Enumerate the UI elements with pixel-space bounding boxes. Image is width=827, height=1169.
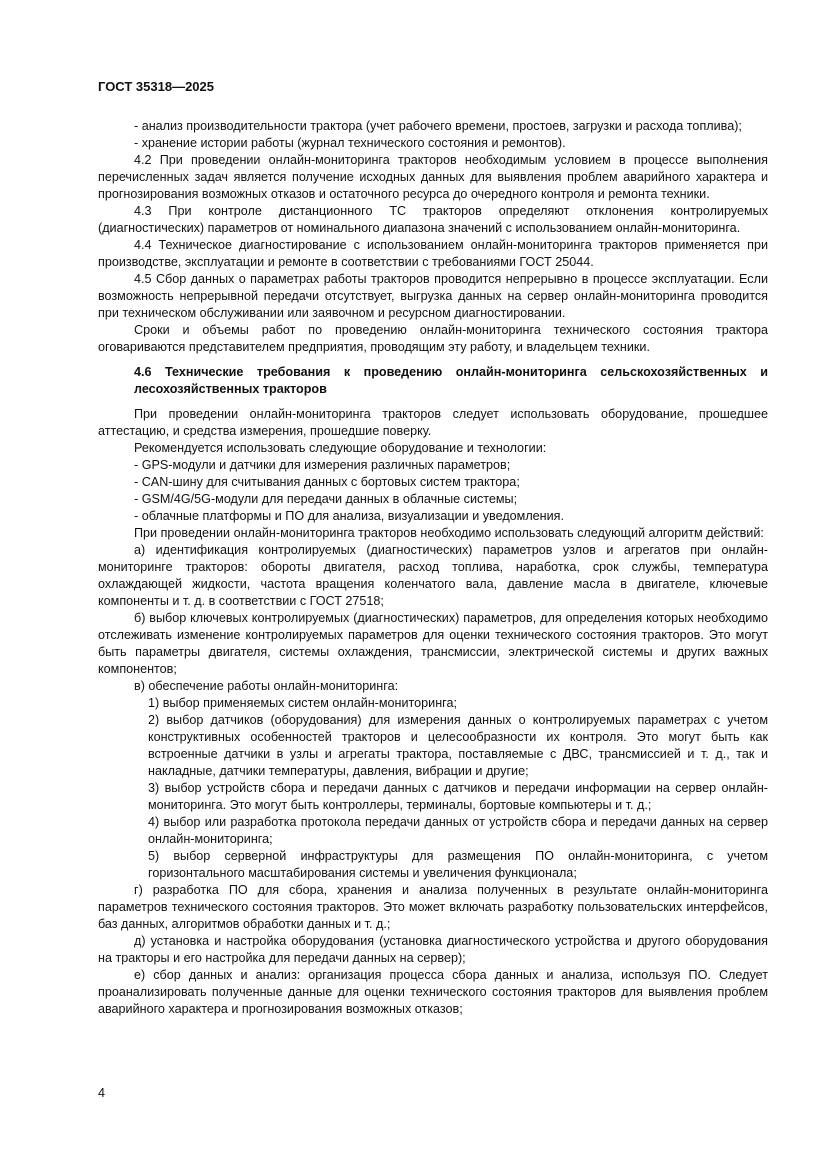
list-item-b: б) выбор ключевых контролируемых (диагностических) параметров, для определения которых необходимо отслеживать изменение контролируемых параметров для оценки технического состояния тракторов. Это могут быть параметры двигателя, системы охлаждения, трансмиссии, электрической системы и других важных компонентов; — [98, 611, 768, 676]
list-item: - GSM/4G/5G-модули для передачи данных в облачные системы; — [134, 492, 518, 506]
page-number: 4 — [98, 1086, 106, 1100]
paragraph: При проведении онлайн-мониторинга тракторов необходимо использовать следующий алгоритм действий: — [134, 526, 764, 540]
sub-item-5: 5) выбор серверной инфраструктуры для размещения ПО онлайн-мониторинга, с учетом горизонтального масштабирования системы и увеличения функционала; — [148, 849, 768, 880]
sub-item-1: 1) выбор применяемых систем онлайн-мониторинга; — [148, 696, 457, 710]
paragraph: Рекомендуется использовать следующие оборудование и технологии: — [134, 441, 547, 455]
paragraph-4-5: 4.5 Сбор данных о параметрах работы тракторов проводится непрерывно в процессе эксплуатации. Если возможность непрерывной передачи отсутствует, выгрузка данных на сервер онлайн-мониторинга проводится при техническом обслуживании или заявочном и ресурсном диагностировании. — [98, 272, 768, 320]
paragraph: Сроки и объемы работ по проведению онлайн-мониторинга технического состояния трактора оговариваются представителем предприятия, проводящим эту работу, и владельцем техники. — [98, 323, 768, 354]
sub-item-2: 2) выбор датчиков (оборудования) для измерения данных о контролируемых параметрах с учетом конструктивных особенностей тракторов и целесообразности их контроля. Это могут быть как встроенные датчики в узлы и агрегаты трактора, поставляемые с ДВС, трансмиссией и т. д., так и накладные, датчики температуры, давления, вибрации и другие; — [148, 713, 768, 778]
list-item-v: в) обеспечение работы онлайн-мониторинга: — [134, 679, 399, 693]
paragraph-4-2: 4.2 При проведении онлайн-мониторинга тракторов необходимым условием в процессе выполнения перечисленных задач является получение исходных данных для выявления проблем аварийного характера и прогнозирования возможных отказов и остаточного ресурса до очередного контроля и ремонта техники. — [98, 153, 768, 201]
list-item: - облачные платформы и ПО для анализа, визуализации и уведомления. — [134, 509, 564, 523]
paragraph: - хранение истории работы (журнал технического состояния и ремонтов). — [134, 136, 566, 150]
list-item-d: д) установка и настройка оборудования (установка диагностического устройства и другого оборудования на тракторы и его настройка для передачи данных на сервер); — [98, 934, 768, 965]
document-header: ГОСТ 35318—2025 — [98, 79, 214, 94]
document-body — [98, 118, 768, 1018]
sub-item-3: 3) выбор устройств сбора и передачи данных с датчиков и передачи информации на сервер онлайн-мониторинга. Это могут быть контроллеры, терминалы, бортовые компьютеры и т. д.; — [148, 781, 768, 812]
list-item-a: а) идентификация контролируемых (диагностических) параметров узлов и агрегатов при онлайн-мониторинге тракторов: обороты двигателя, расход топлива, наработка, срок службы, температура охлаждающей жидкости, частота вращения коленчатого вала, давление масла в двигателе, ключевые компоненты и т. д. в соответствии с ГОСТ 27518; — [98, 543, 768, 608]
section-heading-4-6: 4.6 Технические требования к проведению онлайн-мониторинга сельскохозяйственных и лесохозяйственных тракторов — [134, 365, 768, 396]
paragraph-4-4: 4.4 Техническое диагностирование с использованием онлайн-мониторинга тракторов применяется при производстве, эксплуатации и ремонте в соответствии с требованиями ГОСТ 25044. — [98, 238, 768, 269]
list-item: - GPS-модули и датчики для измерения различных параметров; — [134, 458, 511, 472]
list-item: - CAN-шину для считывания данных с бортовых систем трактора; — [134, 475, 520, 489]
paragraph: При проведении онлайн-мониторинга тракторов следует использовать оборудование, прошедшее аттестацию, и средства измерения, прошедшие поверку. — [98, 407, 768, 438]
paragraph-4-3: 4.3 При контроле дистанционного ТС тракторов определяют отклонения контролируемых (диагностических) параметров от номинального диапазона значений с использованием онлайн-мониторинга. — [98, 204, 768, 235]
sub-item-4: 4) выбор или разработка протокола передачи данных от устройств сбора и передачи данных на сервер онлайн-мониторинга; — [148, 815, 768, 846]
paragraph: - анализ производительности трактора (учет рабочего времени, простоев, загрузки и расхода топлива); — [134, 119, 742, 133]
list-item-g: г) разработка ПО для сбора, хранения и анализа полученных в результате онлайн-мониторинга параметров технического состояния тракторов. Это может включать разработку пользовательских интерфейсов, баз данных, алгоритмов обработки данных и т. д.; — [98, 883, 768, 931]
list-item-e: е) сбор данных и анализ: организация процесса сбора данных и анализа, используя ПО. Следует проанализировать полученные данные для оценки технического состояния тракторов для выявления проблем аварийного характера и прогнозирования возможных отказов; — [98, 968, 768, 1016]
